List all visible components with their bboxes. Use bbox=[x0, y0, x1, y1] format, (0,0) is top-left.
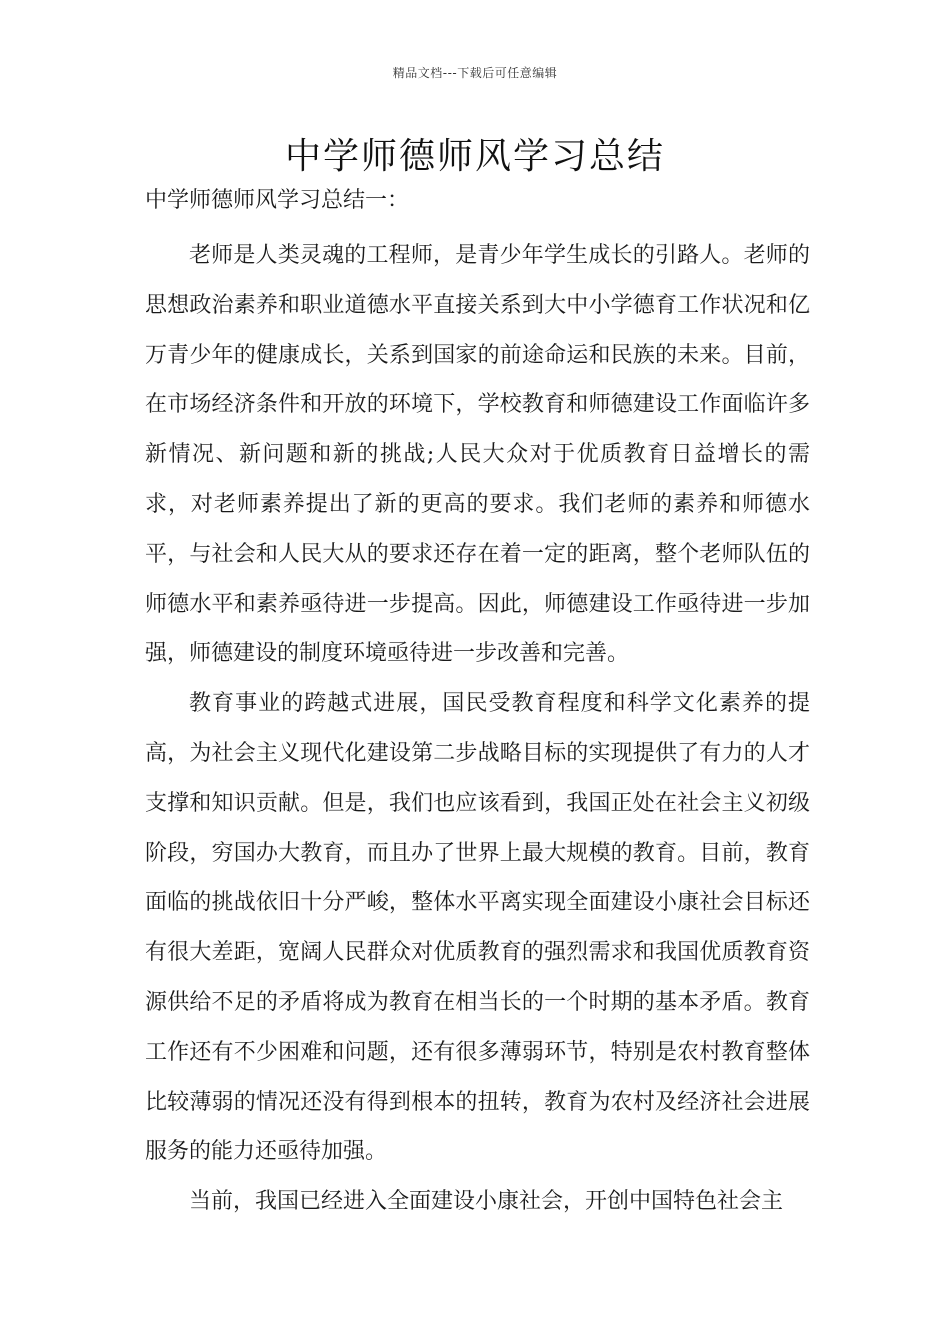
header-note: 精品文档---下载后可任意编辑 bbox=[392, 66, 558, 80]
paragraph-1: 老师是人类灵魂的工程师，是青少年学生成长的引路人。老师的思想政治素养和职业道德水平直接关系到大中小学德育工作状况和亿万青少年的健康成长，关系到国家的前途命运和民族的未来。目前，在市场经济条件和开放的环境下，学校教育和师德建设工作面临许多新情况、新问题和新的挑战;人民大众对于优质教育日益增长的需求，对老师素养提出了新的更高的要求。我们老师的素养和师德水平，与社会和人民大从的要求还存在着一定的距离，整个老师队伍的师德水平和素养亟待进一步提高。因此，师德建设工作亟待进一步加强，师德建设的制度环境亟待进一步改善和完善。 bbox=[145, 243, 810, 667]
paragraph-3: 当前，我国已经进入全面建设小康社会，开创中国特色社会主 bbox=[189, 1189, 784, 1215]
document-title: 中学师德师风学习总结 bbox=[284, 136, 665, 177]
document-body bbox=[145, 181, 810, 1227]
section-subtitle: 中学师德师风学习总结一： bbox=[145, 188, 410, 213]
paragraph-2: 教育事业的跨越式进展，国民受教育程度和科学文化素养的提高，为社会主义现代化建设第二步战略目标的实现提供了有力的人才支撑和知识贡献。但是，我们也应该看到，我国正处在社会主义初级阶段，穷国办大教育，而且办了世界上最大规模的教育。目前，教育面临的挑战依旧十分严峻，整体水平离实现全面建设小康社会目标还有很大差距，宽阔人民群众对优质教育的强烈需求和我国优质教育资源供给不足的矛盾将成为教育在相当长的一个时期的基本矛盾。教育工作还有不少困难和问题，还有很多薄弱环节，特别是农村教育整体比较薄弱的情况还没有得到根本的扭转，教育为农村及经济社会进展服务的能力还亟待加强。 bbox=[145, 691, 810, 1165]
